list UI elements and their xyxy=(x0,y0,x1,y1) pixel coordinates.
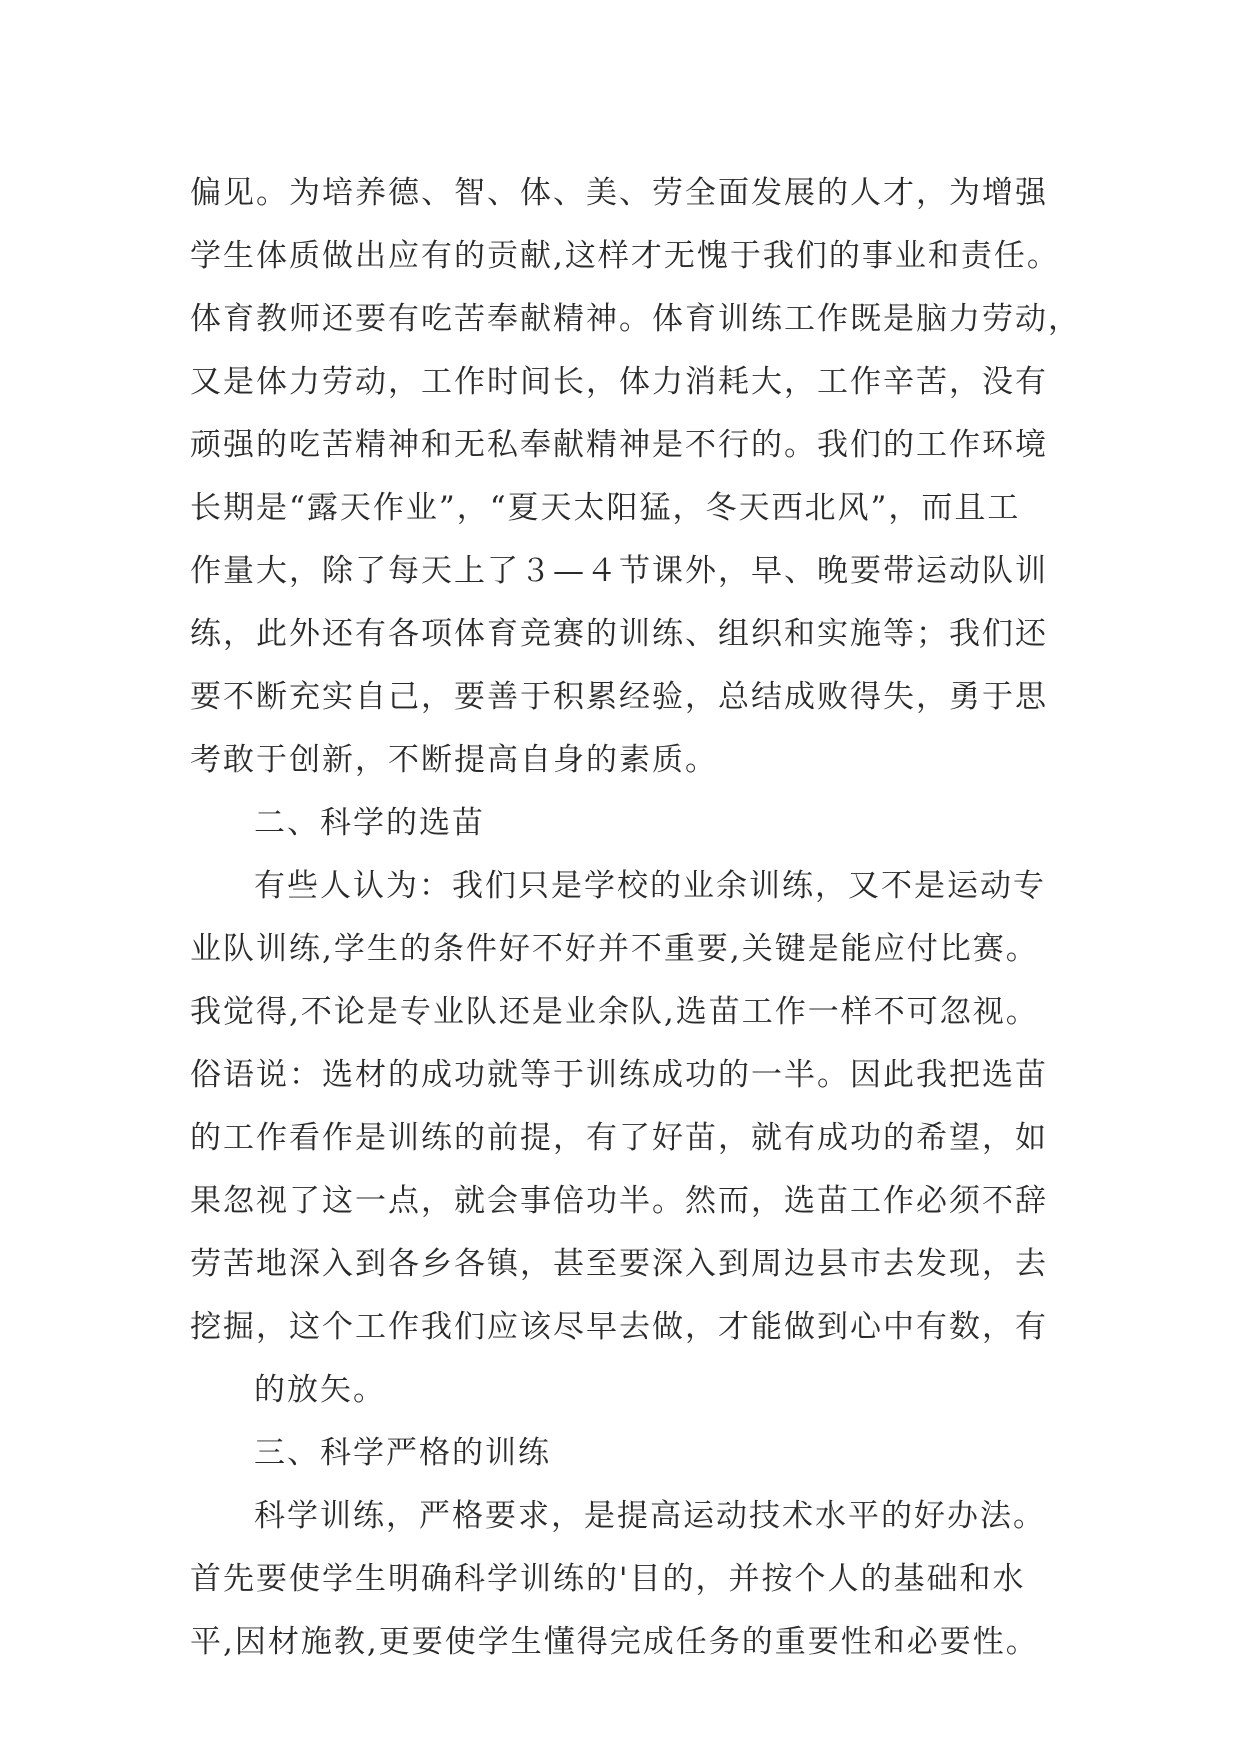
text-line: 的放矢。 xyxy=(254,1372,386,1408)
text-line: 劳苦地深入到各乡各镇，甚至要深入到周边县市去发现，去 xyxy=(190,1246,1048,1282)
text-line: 体育教师还要有吃苦奉献精神。体育训练工作既是脑力劳动， xyxy=(190,301,1081,337)
text-line: 我觉得,不论是专业队还是业余队,选苗工作一样不可忽视。 xyxy=(190,994,1039,1030)
text-line: 三、科学严格的训练 xyxy=(254,1435,551,1471)
text-line: 学生体质做出应有的贡献,这样才无愧于我们的事业和责任。 xyxy=(190,238,1060,274)
text-line: 俗语说：选材的成功就等于训练成功的一半。因此我把选苗 xyxy=(190,1057,1048,1093)
text-line: 又是体力劳动，工作时间长，体力消耗大，工作辛苦，没有 xyxy=(190,364,1048,400)
text-line: 挖掘，这个工作我们应该尽早去做，才能做到心中有数，有 xyxy=(190,1309,1048,1345)
text-line: 练，此外还有各项体育竞赛的训练、组织和实施等；我们还 xyxy=(190,616,1048,652)
text-line: 果忽视了这一点，就会事倍功半。然而，选苗工作必须不辞 xyxy=(190,1183,1048,1219)
text-line: 考敢于创新，不断提高自身的素质。 xyxy=(190,742,718,778)
text-line: 有些人认为：我们只是学校的业余训练，又不是运动专 xyxy=(254,868,1046,904)
text-line: 偏见。为培养德、智、体、美、劳全面发展的人才，为增强 xyxy=(190,175,1048,211)
text-line: 要不断充实自己，要善于积累经验，总结成败得失，勇于思 xyxy=(190,679,1048,715)
text-line: 长期是“露天作业”，“夏天太阳猛，冬天西北风”，而且工 xyxy=(190,490,1021,526)
text-line: 二、科学的选苗 xyxy=(254,805,485,841)
text-line: 业队训练,学生的条件好不好并不重要,关键是能应付比赛。 xyxy=(190,931,1039,967)
text-line: 平,因材施教,更要使学生懂得完成任务的重要性和必要性。 xyxy=(190,1624,1039,1660)
text-line: 的工作看作是训练的前提，有了好苗，就有成功的希望，如 xyxy=(190,1120,1048,1156)
text-line: 首先要使学生明确科学训练的'目的，并按个人的基础和水 xyxy=(190,1561,1026,1597)
text-line: 科学训练，严格要求，是提高运动技术水平的好办法。 xyxy=(254,1498,1046,1534)
text-line: 作量大，除了每天上了３—４节课外，早、晚要带运动队训 xyxy=(190,553,1048,589)
text-line: 顽强的吃苦精神和无私奉献精神是不行的。我们的工作环境 xyxy=(190,427,1048,463)
document-body xyxy=(190,162,1220,1674)
